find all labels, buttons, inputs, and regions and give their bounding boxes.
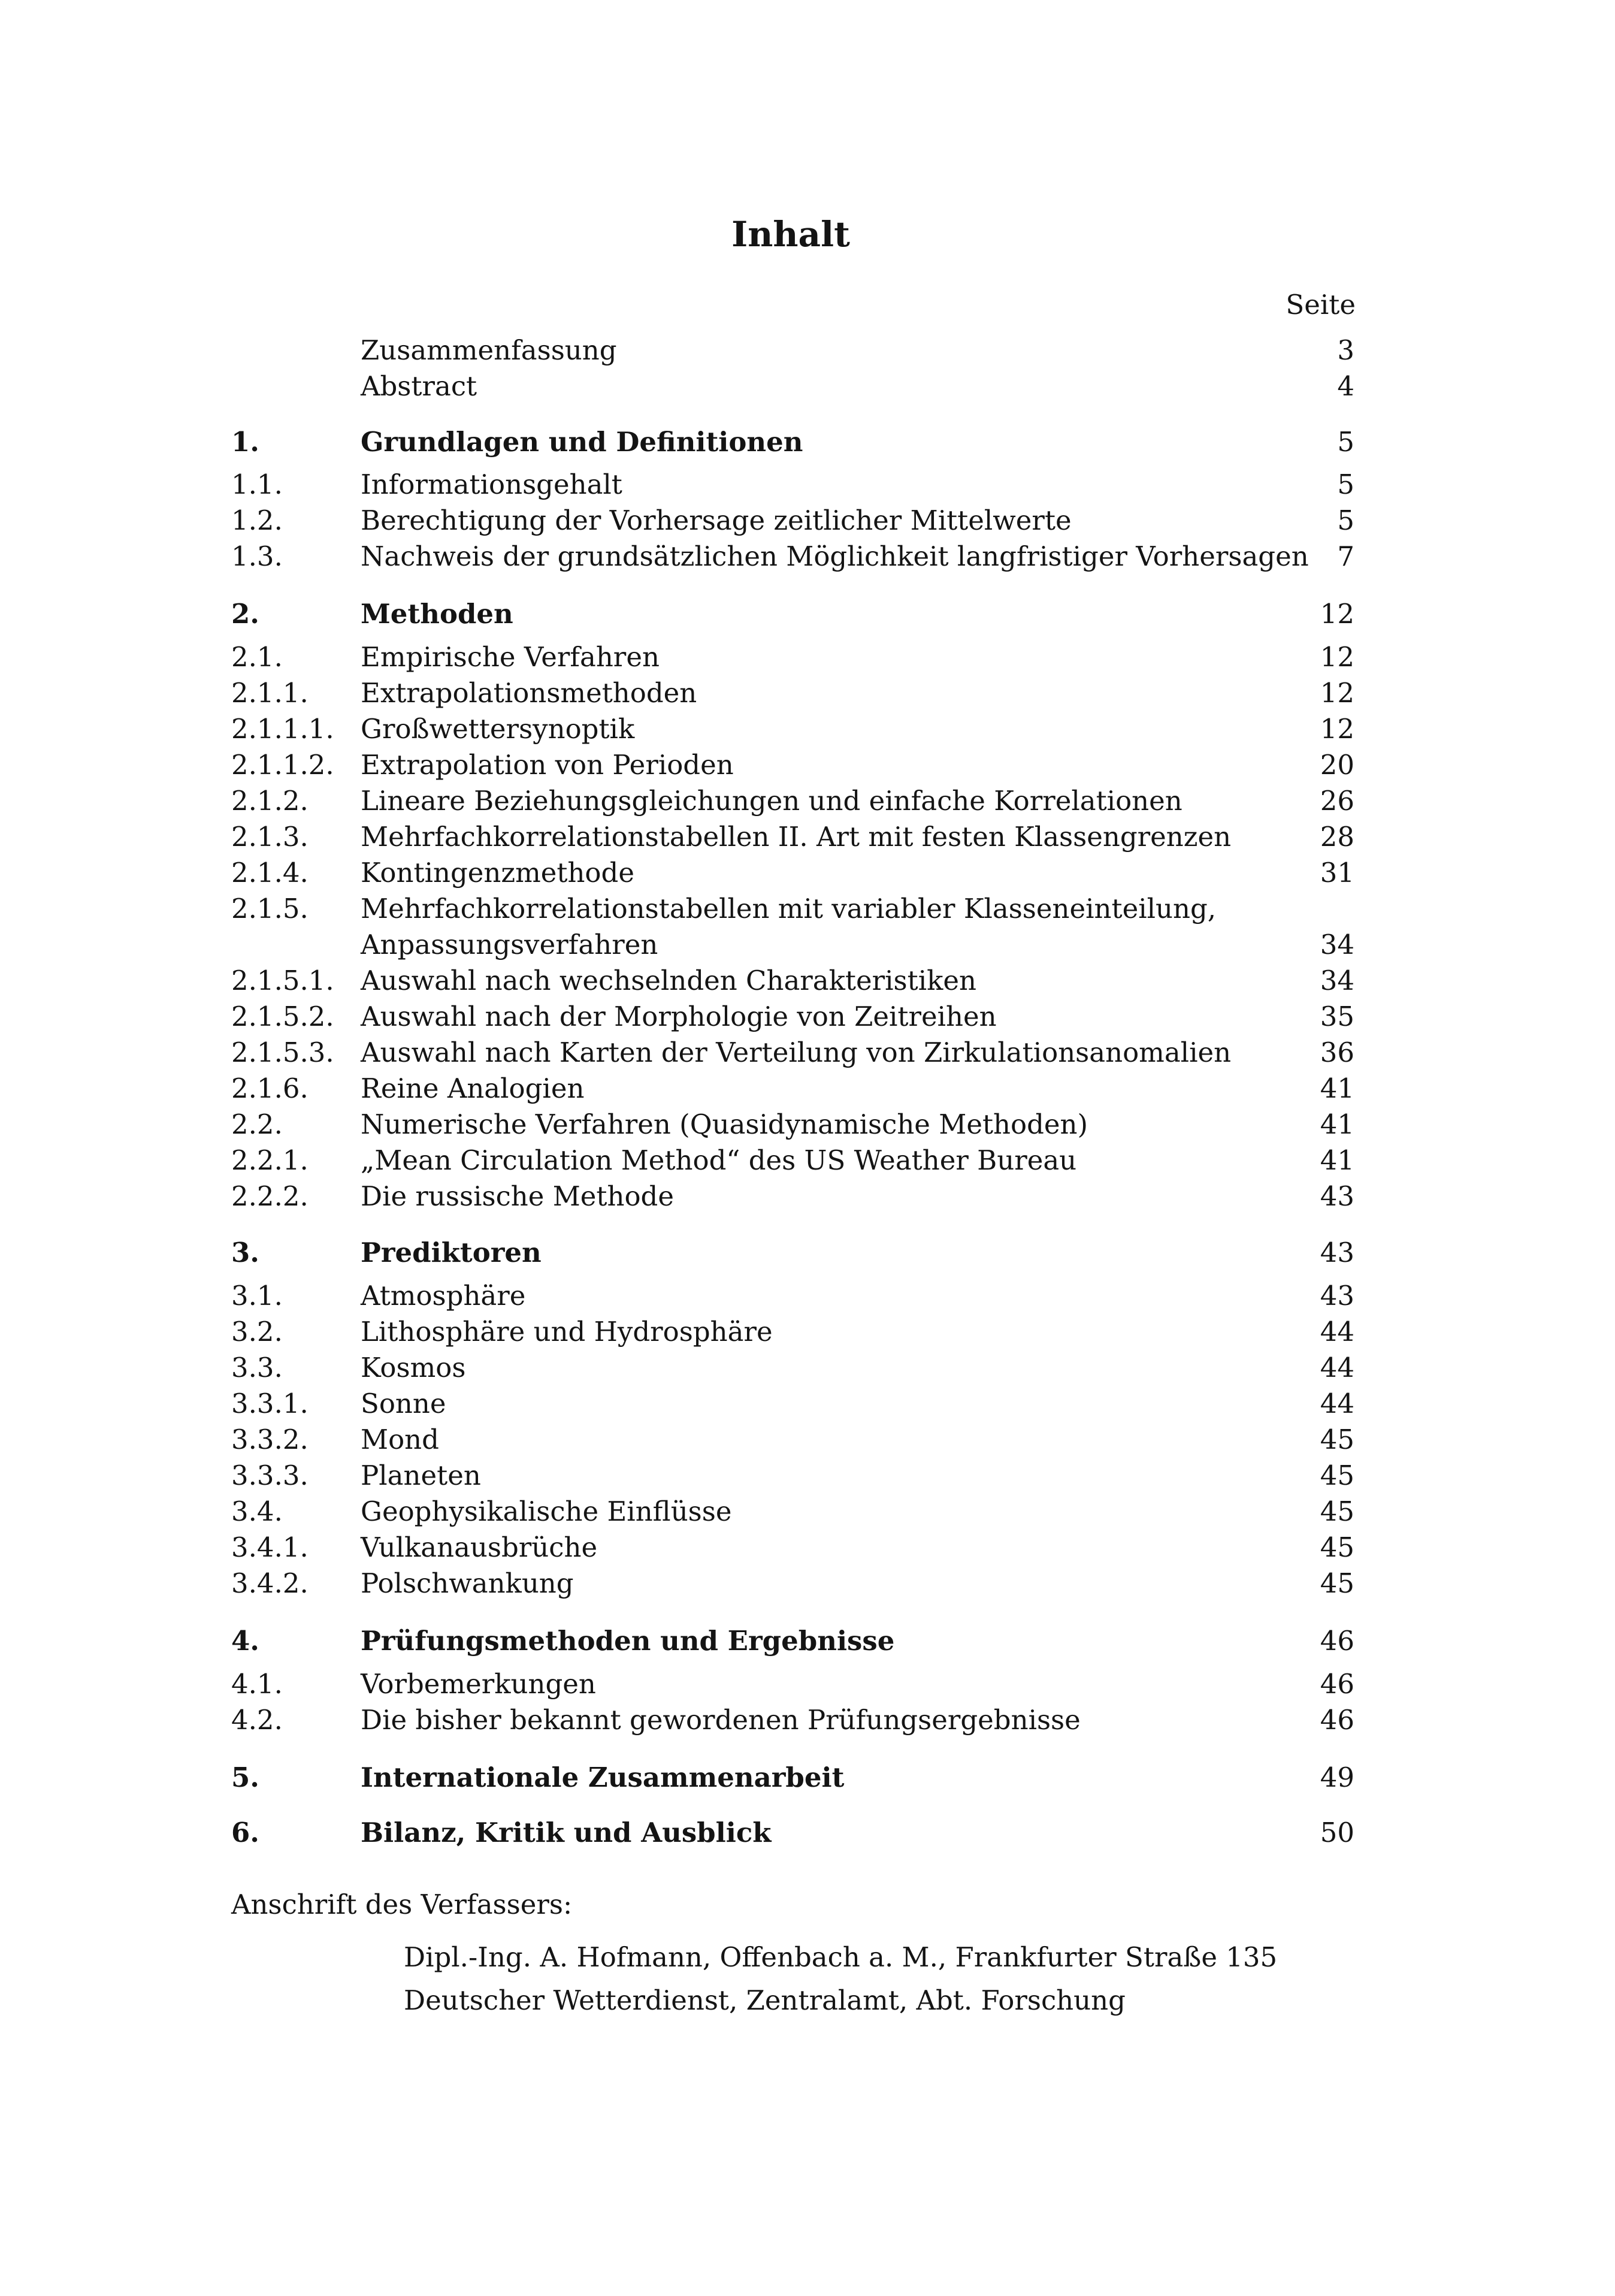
toc-entry bbox=[0, 368, 1615, 405]
section-title: Sonne bbox=[361, 1388, 446, 1419]
section-title: Lineare Beziehungsgleichungen und einfache Korrelationen bbox=[361, 785, 1182, 817]
section-title: Abstract bbox=[361, 370, 477, 402]
toc-entry bbox=[0, 1277, 1615, 1315]
section-number: 2.1.5. bbox=[231, 893, 309, 925]
section-title: Numerische Verfahren (Quasidynamische Methoden) bbox=[361, 1108, 1088, 1140]
section-title: Extrapolation von Perioden bbox=[361, 749, 734, 781]
toc-entry bbox=[0, 854, 1615, 892]
page-number: 45 bbox=[1320, 1567, 1354, 1599]
page-number: 43 bbox=[1320, 1237, 1354, 1268]
page-number: 50 bbox=[1320, 1817, 1354, 1848]
section-number: 3. bbox=[231, 1237, 259, 1268]
section-number: 3.4.1. bbox=[231, 1531, 309, 1563]
toc-entry bbox=[0, 998, 1615, 1035]
toc-entry bbox=[0, 1565, 1615, 1602]
toc-entry bbox=[0, 538, 1615, 575]
section-number: 2.1.5.3. bbox=[231, 1037, 334, 1068]
section-number: 4. bbox=[231, 1625, 259, 1657]
section-number: 2.1.6. bbox=[231, 1073, 309, 1104]
section-title: Auswahl nach der Morphologie von Zeitreihen bbox=[361, 1001, 997, 1032]
section-number: 2.1.5.1. bbox=[231, 965, 334, 996]
toc-entry bbox=[0, 1385, 1615, 1422]
page-number: 44 bbox=[1320, 1352, 1354, 1383]
toc-chapter bbox=[0, 1759, 1615, 1796]
page-number: 12 bbox=[1320, 598, 1354, 630]
page-number: 26 bbox=[1320, 785, 1354, 817]
section-title: Polschwankung bbox=[361, 1567, 574, 1599]
section-number: 3.4.2. bbox=[231, 1567, 309, 1599]
section-title: Reine Analogien bbox=[361, 1073, 585, 1104]
page-number: 44 bbox=[1320, 1316, 1354, 1348]
section-number: 3.2. bbox=[231, 1316, 283, 1348]
toc-entry bbox=[0, 1313, 1615, 1351]
section-number: 2.2.2. bbox=[231, 1180, 309, 1212]
section-number: 3.3. bbox=[231, 1352, 283, 1383]
toc-entry bbox=[0, 747, 1615, 784]
section-title: Bilanz, Kritik und Ausblick bbox=[361, 1817, 772, 1848]
section-number: 2.1.4. bbox=[231, 857, 309, 889]
page-number: 31 bbox=[1320, 857, 1354, 889]
section-title: Nachweis der grundsätzlichen Möglichkeit langfristiger Vorhersagen bbox=[361, 540, 1309, 572]
section-title: Empirische Verfahren bbox=[361, 641, 660, 673]
section-title: Internationale Zusammenarbeit bbox=[361, 1762, 845, 1793]
toc-entry bbox=[0, 1666, 1615, 1703]
address-line: Deutscher Wetterdienst, Zentralamt, Abt. Forschung bbox=[404, 1984, 1126, 2016]
section-number: 2.1.1.1. bbox=[231, 713, 334, 745]
page-number: 46 bbox=[1320, 1625, 1354, 1657]
section-number: 2.2.1. bbox=[231, 1144, 309, 1176]
toc-entry bbox=[0, 783, 1615, 820]
address-label: Anschrift des Verfassers: bbox=[231, 1889, 573, 1920]
page-number: 20 bbox=[1320, 749, 1354, 781]
toc-entry bbox=[0, 1142, 1615, 1179]
section-title: Mond bbox=[361, 1424, 439, 1455]
section-title: Großwettersynoptik bbox=[361, 713, 635, 745]
section-title: Kosmos bbox=[361, 1352, 466, 1383]
section-number: 6. bbox=[231, 1817, 259, 1848]
address-line: Dipl.-Ing. A. Hofmann, Offenbach a. M., Frankfurter Straße 135 bbox=[404, 1941, 1278, 1973]
toc-entry bbox=[0, 818, 1615, 856]
section-title: Vorbemerkungen bbox=[361, 1668, 596, 1700]
page-column-header: Seite bbox=[1286, 289, 1356, 321]
section-title: Mehrfachkorrelationstabellen mit variabler Klasseneinteilung, bbox=[361, 893, 1217, 925]
section-number: 1.1. bbox=[231, 469, 283, 500]
section-title: Extrapolationsmethoden bbox=[361, 677, 697, 709]
toc-chapter bbox=[0, 596, 1615, 633]
page-number: 46 bbox=[1320, 1668, 1354, 1700]
toc-entry bbox=[0, 502, 1615, 539]
toc-entry bbox=[0, 675, 1615, 712]
page-number: 45 bbox=[1320, 1531, 1354, 1563]
section-number: 3.1. bbox=[231, 1280, 283, 1312]
section-title: Die russische Methode bbox=[361, 1180, 674, 1212]
section-title: Auswahl nach wechselnden Charakteristiken bbox=[361, 965, 976, 996]
section-number: 3.3.2. bbox=[231, 1424, 309, 1455]
section-number: 4.1. bbox=[231, 1668, 283, 1700]
section-number: 5. bbox=[231, 1762, 259, 1793]
page-number: 36 bbox=[1320, 1037, 1354, 1068]
page-number: 12 bbox=[1320, 713, 1354, 745]
page-number: 35 bbox=[1320, 1001, 1354, 1032]
section-title: Die bisher bekannt gewordenen Prüfungsergebnisse bbox=[361, 1704, 1081, 1736]
section-number: 2.1. bbox=[231, 641, 283, 673]
section-title: Geophysikalische Einflüsse bbox=[361, 1496, 732, 1527]
toc-entry bbox=[0, 1457, 1615, 1494]
toc-entry bbox=[0, 639, 1615, 676]
page-number: 45 bbox=[1320, 1496, 1354, 1527]
toc-entry bbox=[0, 962, 1615, 999]
section-title: Grundlagen und Definitionen bbox=[361, 426, 803, 458]
section-number: 2.2. bbox=[231, 1108, 283, 1140]
section-number: 2.1.2. bbox=[231, 785, 309, 817]
section-title: „Mean Circulation Method“ des US Weather Bureau bbox=[361, 1144, 1077, 1176]
toc-entry bbox=[0, 1421, 1615, 1458]
section-title: Anpassungsverfahren bbox=[361, 929, 658, 960]
page-number: 4 bbox=[1337, 370, 1354, 402]
toc-entry bbox=[0, 1702, 1615, 1739]
page-number: 49 bbox=[1320, 1762, 1354, 1793]
page-number: 45 bbox=[1320, 1424, 1354, 1455]
page-number: 34 bbox=[1320, 965, 1354, 996]
toc-entry bbox=[0, 711, 1615, 748]
page-number: 41 bbox=[1320, 1108, 1354, 1140]
toc-entry bbox=[0, 1349, 1615, 1386]
page-number: 43 bbox=[1320, 1180, 1354, 1212]
page-title: Inhalt bbox=[731, 214, 850, 255]
section-title: Planeten bbox=[361, 1460, 481, 1491]
section-title: Vulkanausbrüche bbox=[361, 1531, 598, 1563]
page-number: 45 bbox=[1320, 1460, 1354, 1491]
section-title: Zusammenfassung bbox=[361, 334, 617, 366]
section-number: 2. bbox=[231, 598, 259, 630]
section-number: 3.4. bbox=[231, 1496, 283, 1527]
section-number: 1. bbox=[231, 426, 259, 458]
section-number: 4.2. bbox=[231, 1704, 283, 1736]
section-number: 3.3.1. bbox=[231, 1388, 309, 1419]
section-number: 1.3. bbox=[231, 540, 283, 572]
page-number: 41 bbox=[1320, 1073, 1354, 1104]
page-number: 7 bbox=[1337, 540, 1354, 572]
section-title: Mehrfachkorrelationstabellen II. Art mit festen Klassengrenzen bbox=[361, 821, 1232, 853]
toc-chapter bbox=[0, 1814, 1615, 1851]
page-number: 5 bbox=[1337, 426, 1354, 458]
toc-entry bbox=[0, 1106, 1615, 1143]
page-number: 28 bbox=[1320, 821, 1354, 853]
toc-entry bbox=[0, 466, 1615, 503]
toc-entry bbox=[0, 1034, 1615, 1071]
section-number: 1.2. bbox=[231, 504, 283, 536]
page-number: 46 bbox=[1320, 1704, 1354, 1736]
toc-chapter bbox=[0, 424, 1615, 461]
toc-entry bbox=[0, 332, 1615, 369]
section-number: 2.1.5.2. bbox=[231, 1001, 334, 1032]
toc-entry bbox=[0, 1529, 1615, 1566]
section-title: Atmosphäre bbox=[361, 1280, 526, 1312]
toc-entry bbox=[0, 890, 1615, 928]
section-title: Prüfungsmethoden und Ergebnisse bbox=[361, 1625, 895, 1657]
section-title: Methoden bbox=[361, 598, 513, 630]
page-number: 12 bbox=[1320, 677, 1354, 709]
section-number: 2.1.1. bbox=[231, 677, 309, 709]
page-number: 43 bbox=[1320, 1280, 1354, 1312]
section-title: Kontingenzmethode bbox=[361, 857, 634, 889]
section-title: Auswahl nach Karten der Verteilung von Zirkulationsanomalien bbox=[361, 1037, 1232, 1068]
page-number: 5 bbox=[1337, 469, 1354, 500]
page-number: 12 bbox=[1320, 641, 1354, 673]
section-number: 2.1.1.2. bbox=[231, 749, 334, 781]
toc-entry bbox=[0, 1070, 1615, 1107]
toc-entry bbox=[0, 926, 1615, 963]
section-title: Informationsgehalt bbox=[361, 469, 622, 500]
page-number: 34 bbox=[1320, 929, 1354, 960]
page-number: 41 bbox=[1320, 1144, 1354, 1176]
toc-chapter bbox=[0, 1623, 1615, 1660]
page-number: 3 bbox=[1337, 334, 1354, 366]
toc-entry bbox=[0, 1493, 1615, 1530]
section-title: Prediktoren bbox=[361, 1237, 542, 1268]
section-number: 2.1.3. bbox=[231, 821, 309, 853]
page-number: 5 bbox=[1337, 504, 1354, 536]
page-number: 44 bbox=[1320, 1388, 1354, 1419]
toc-chapter bbox=[0, 1234, 1615, 1271]
section-number: 3.3.3. bbox=[231, 1460, 309, 1491]
toc-entry bbox=[0, 1178, 1615, 1215]
section-title: Lithosphäre und Hydrosphäre bbox=[361, 1316, 773, 1348]
section-title: Berechtigung der Vorhersage zeitlicher Mittelwerte bbox=[361, 504, 1072, 536]
